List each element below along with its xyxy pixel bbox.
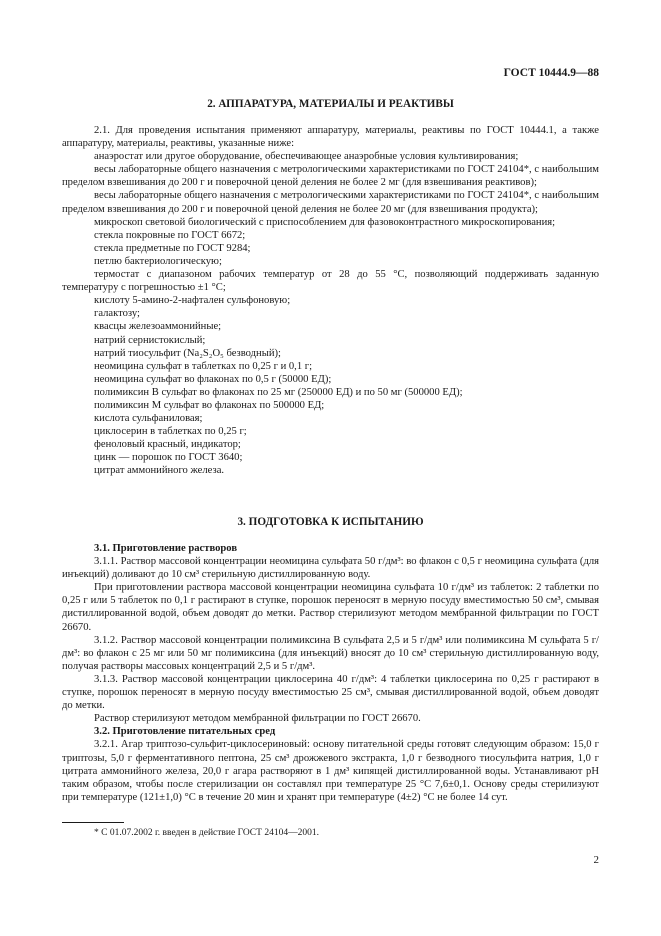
list-item: полимиксин М сульфат во флаконах по 500000 ЕД; [94, 399, 325, 411]
list-item: цинк — порошок по ГОСТ 3640; [94, 452, 243, 464]
section-2-body [62, 124, 599, 478]
footnote-separator [62, 822, 124, 823]
list-item: весы лабораторные общего назначения с метрологическими характеристиками по ГОСТ 24104*, с наибольшим пределом взвешивания до 200 г и поверочной ценой деления не более 20 мг (для взвешивания продукта); [62, 190, 599, 215]
paragraph-3-1-3-sterilize: Раствор стерилизуют методом мембранной фильтрации по ГОСТ 26670. [94, 713, 421, 725]
list-item: натрий тиосульфит (Na₂S₂O₅ безводный); [94, 347, 281, 359]
section-2-title: 2. АППАРАТУРА, МАТЕРИАЛЫ И РЕАКТИВЫ [207, 98, 454, 110]
section-3-title: 3. ПОДГОТОВКА К ИСПЫТАНИЮ [237, 516, 424, 528]
list-item: натрий сернистокислый; [94, 334, 206, 346]
list-item: анаэростат или другое оборудование, обеспечивающее анаэробные условия культивирования; [94, 151, 519, 163]
list-item: квасцы железоаммонийные; [94, 321, 222, 333]
list-item: кислоту 5-амино-2-нафтален сульфоновую; [94, 295, 291, 307]
list-item: стекла предметные по ГОСТ 9284; [94, 242, 251, 254]
list-item: термостат с диапазоном рабочих температур от 28 до 55 °С, позволяющий поддерживать заданную температуру с погрешностью ±1 °С; [62, 269, 599, 294]
list-item: петлю бактериологическую; [94, 255, 222, 267]
section-2-intro: 2.1. Для проведения испытания применяют аппаратуру, материалы, реактивы по ГОСТ 10444.1, а также аппаратуру, материалы, реактивы, указанные ниже: [62, 125, 599, 150]
equipment-list [62, 150, 599, 477]
page-number: 2 [593, 854, 599, 866]
list-item: кислота сульфаниловая; [94, 413, 203, 425]
list-item: весы лабораторные общего назначения с метрологическими характеристиками по ГОСТ 24104*, с наибольшим пределом взвешивания до 200 г и поверочной ценой деления не более 2 мг (для взвешивания реактивов); [62, 164, 599, 189]
list-item: неомицина сульфат во флаконах по 0,5 г (50000 ЕД); [94, 373, 332, 385]
paragraph-3-1-1-tablets: При приготовлении раствора массовой концентрации неомицина сульфата 10 г/дм³ из таблеток: 2 таблетки по 0,25 г или 5 таблеток по 0,1 г растирают в ступке, порошок переносят в мерную посуду вместимостью 50 см³, смывая дистиллированной водой, объем доводят до метки. Раствор стерилизуют методом мембранной фильтрации по ГОСТ 26670. [62, 582, 599, 633]
list-item: феноловый красный, индикатор; [94, 439, 241, 451]
list-item: цитрат аммонийного железа. [94, 465, 225, 477]
list-item: неомицина сульфат в таблетках по 0,25 г и 0,1 г; [94, 360, 313, 372]
paragraph-3-1-1: 3.1.1. Раствор массовой концентрации неомицина сульфата 50 г/дм³: во флакон с 0,5 г неомицина сульфата (для инъекций) доливают до 10 см³ стерильную дистиллированную воду. [62, 556, 599, 581]
paragraph-3-2-1: 3.2.1. Агар триптозо-сульфит-циклосериновый: основу питательной среды готовят следующим образом: 15,0 г триптозы, 5,0 г ферментативного пептона, 25 см³ дрожжевого экстракта, 1,0 г безводного тиосульфита натрия, 1,0 г цитрата аммонийного железа, 20,0 г агара растворяют в 1 дм³ кипящей дистиллированной воды. Устанавливают рН таким образом, чтобы после стерилизации он составлял при температуре 25 °С 7,6±0,1. Основу среды стерилизуют при температуре (121±1,0) °С в течение 20 мин и хранят при температуре (4±2) °С не более 14 сут. [62, 739, 599, 803]
list-item: циклосерин в таблетках по 0,25 г; [94, 426, 247, 438]
list-item: полимиксин В сульфат во флаконах по 25 мг (250000 ЕД) и по 50 мг (500000 ЕД); [94, 386, 463, 398]
paragraph-3-1-3: 3.1.3. Раствор массовой концентрации циклосерина 40 г/дм³: 4 таблетки циклосерина по 0,25 г растирают в ступке, порошок переносят в мерную посуду вместимостью 25 см³, смывая дистиллированной водой, объем доводят до метки. [62, 673, 599, 712]
list-item: микроскоп световой биологический с приспособлением для фазовоконтрастного микроскопирования; [94, 216, 556, 228]
footnote: * С 01.07.2002 г. введен в действие ГОСТ 24104—2001. [94, 828, 319, 838]
paragraph-3-1-2: 3.1.2. Раствор массовой концентрации полимиксина В сульфата 2,5 и 5 г/дм³ или полимиксина М сульфата 5 г/дм³: во флакон с 25 мг или 50 мг полимиксина (для инъекций) вносят до 10 см³ стерильную дистиллированную воду, получая растворы массовых концентраций 2,5 и 5 г/дм³. [62, 634, 599, 672]
subsection-3-2-title: 3.2. Приготовление питательных сред [94, 726, 276, 738]
section-3-body [62, 542, 599, 804]
standard-header: ГОСТ 10444.9—88 [503, 67, 599, 79]
list-item: стекла покровные по ГОСТ 6672; [94, 229, 246, 241]
list-item: галактозу; [94, 308, 140, 320]
subsection-3-1-title: 3.1. Приготовление растворов [94, 543, 238, 554]
